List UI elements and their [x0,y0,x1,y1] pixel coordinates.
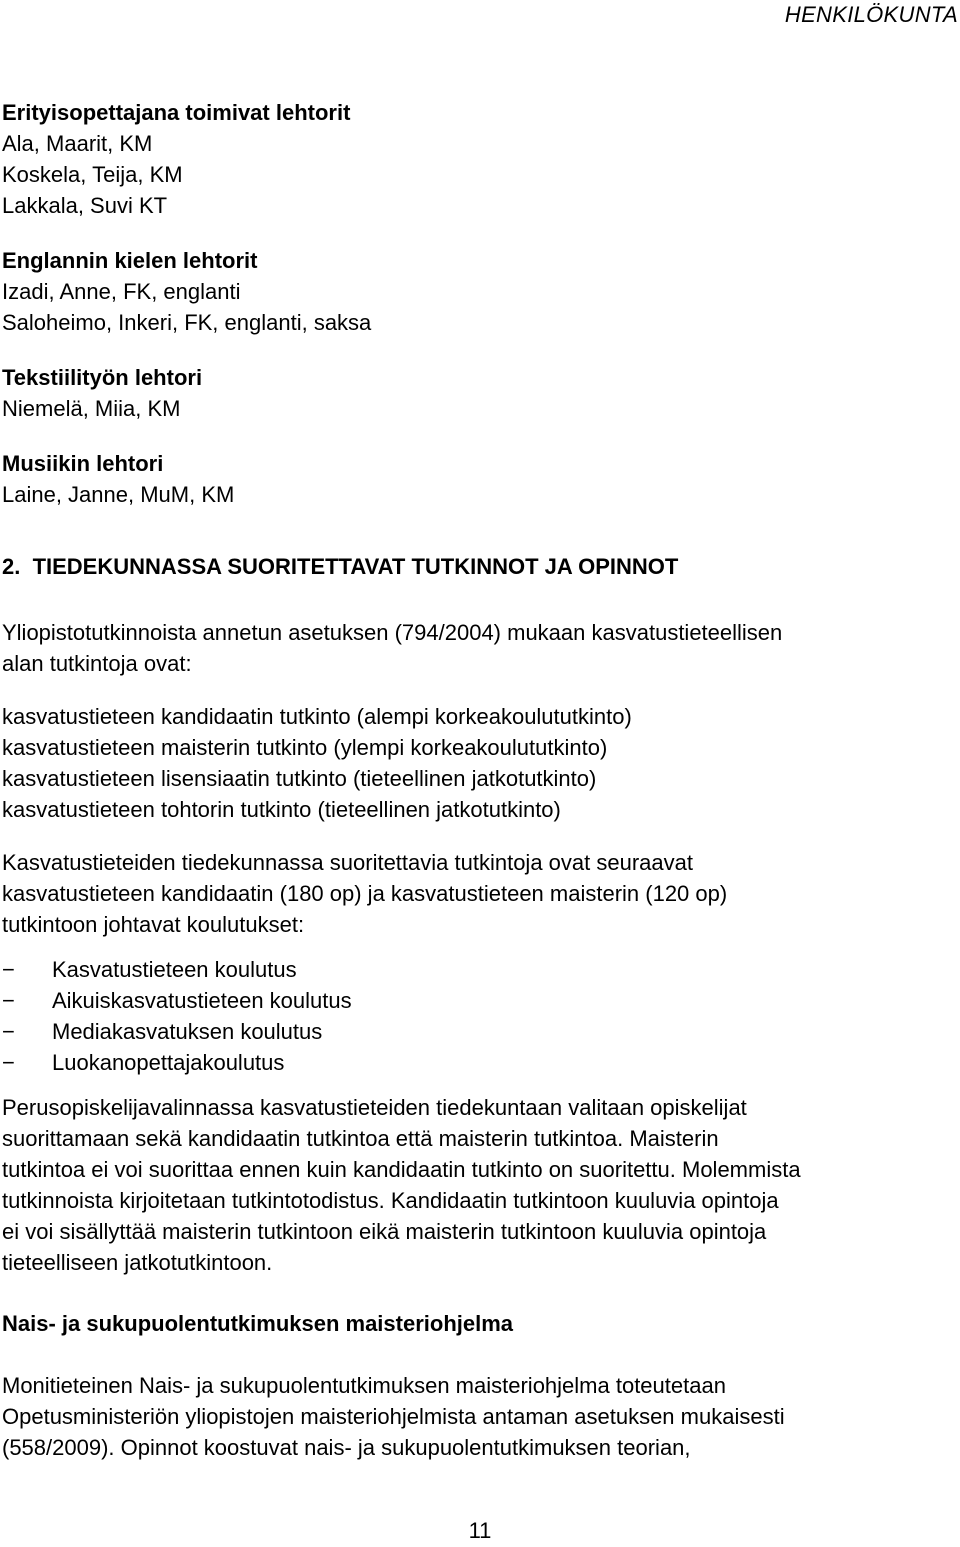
admission-line: suorittamaan sekä kandidaatin tutkintoa että maisterin tutkintoa. Maisterin [2,1126,719,1151]
dash-bullet: − [2,988,15,1013]
subsection-heading: Nais- ja sukupuolentutkimuksen maisteriohjelma [2,1311,514,1336]
programs-intro-line: tutkintoon johtavat koulutukset: [2,912,305,937]
page-number: 11 [468,1518,492,1543]
admission-paragraph [2,1092,952,1278]
section-heading: 2. TIEDEKUNNASSA SUORITETTAVAT TUTKINNOT JA OPINNOT [2,554,679,579]
admission-line: Perusopiskelijavalinnassa kasvatustieteiden tiedekuntaan valitaan opiskelijat [2,1095,747,1120]
programs-intro-line: kasvatustieteen kandidaatin (180 op) ja kasvatustieteen maisterin (120 op) [2,881,728,906]
staff-group [2,245,952,338]
staff-group-title: Tekstiilityön lehtori [2,365,203,390]
masters-line: (558/2009). Opinnot koostuvat nais- ja sukupuolentutkimuksen teorian, [2,1435,691,1460]
admission-line: ei voi sisällyttää maisterin tutkintoon eikä maisterin tutkintoon kuuluvia opintoja [2,1219,767,1244]
degree-item: kasvatustieteen maisterin tutkinto (ylempi korkeakoulututkinto) [2,735,608,760]
list-item [2,985,952,1016]
page-content [2,97,952,1463]
staff-group-title: Englannin kielen lehtorit [2,248,258,273]
admission-line: tutkintoa ei voi suorittaa ennen kuin kandidaatin tutkinto on suoritettu. Molemmista [2,1157,801,1182]
degree-item: kasvatustieteen kandidaatin tutkinto (alempi korkeakoulututkinto) [2,704,632,729]
degree-item: kasvatustieteen tohtorin tutkinto (tieteellinen jatkotutkinto) [2,797,561,822]
program-label: Mediakasvatuksen koulutus [52,1019,323,1044]
programs-intro-line: Kasvatustieteiden tiedekunnassa suoritettavia tutkintoja ovat seuraavat [2,850,693,875]
program-label: Aikuiskasvatustieteen koulutus [52,988,352,1013]
staff-member: Saloheimo, Inkeri, FK, englanti, saksa [2,310,372,335]
staff-member: Koskela, Teija, KM [2,162,183,187]
staff-group [2,448,952,510]
dash-bullet: − [2,957,15,982]
staff-member: Lakkala, Suvi KT [2,193,168,218]
program-label: Luokanopettajakoulutus [52,1050,285,1075]
running-header: HENKILÖKUNTA [784,2,958,27]
staff-member: Laine, Janne, MuM, KM [2,482,235,507]
intro-line: Yliopistotutkinnoista annetun asetuksen (794/2004) mukaan kasvatustieteellisen [2,620,783,645]
masters-line: Opetusministeriön yliopistojen maisteriohjelmista antaman asetuksen mukaisesti [2,1404,785,1429]
intro-line: alan tutkintoja ovat: [2,651,192,676]
staff-member: Niemelä, Miia, KM [2,396,181,421]
staff-group-title: Musiikin lehtori [2,451,164,476]
staff-group [2,362,952,424]
admission-line: tieteelliseen jatkotutkintoon. [2,1250,273,1275]
list-item [2,1047,952,1078]
programs-intro [2,847,952,940]
masters-line: Monitieteinen Nais- ja sukupuolentutkimuksen maisteriohjelma toteutetaan [2,1373,726,1398]
staff-member: Ala, Maarit, KM [2,131,153,156]
degree-item: kasvatustieteen lisensiaatin tutkinto (tieteellinen jatkotutkinto) [2,766,597,791]
program-label: Kasvatustieteen koulutus [52,957,297,982]
program-list [2,954,952,1078]
masters-paragraph [2,1370,952,1463]
staff-group-title: Erityisopettajana toimivat lehtorit [2,100,351,125]
list-item [2,1016,952,1047]
intro-paragraph [2,617,952,679]
staff-group [2,97,952,221]
staff-member: Izadi, Anne, FK, englanti [2,279,241,304]
admission-line: tutkinnoista kirjoitetaan tutkintotodistus. Kandidaatin tutkintoon kuuluvia opintoja [2,1188,779,1213]
dash-bullet: − [2,1019,15,1044]
list-item [2,954,952,985]
dash-bullet: − [2,1050,15,1075]
degree-list [2,701,952,825]
